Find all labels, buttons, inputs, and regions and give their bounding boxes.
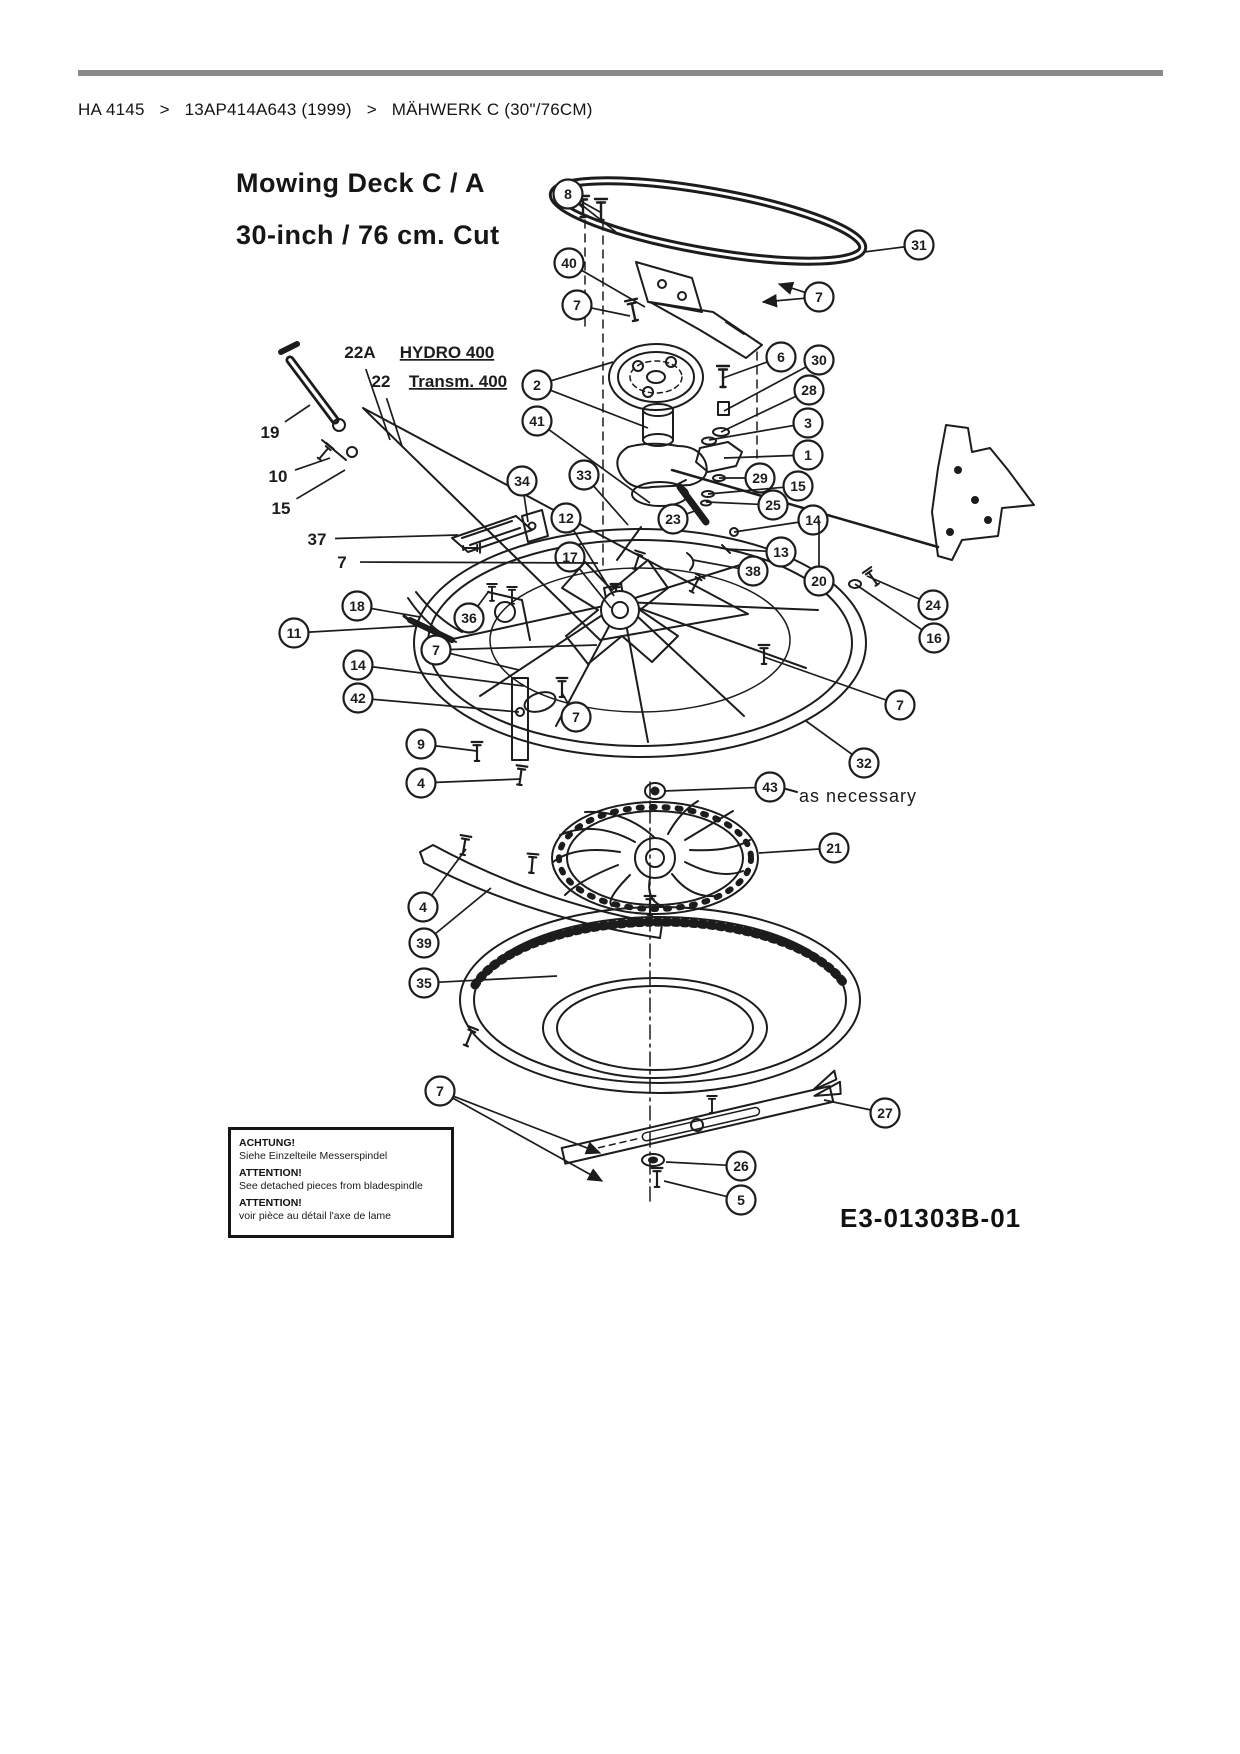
part-label-text: 37 [307, 530, 327, 549]
callout-number: 7 [436, 1083, 444, 1099]
warning-box [228, 1127, 454, 1238]
callout-number: 2 [533, 377, 541, 393]
callout-38 [693, 557, 768, 586]
part-label-text: 15 [271, 499, 291, 518]
callout-number: 14 [350, 657, 366, 673]
warning-entry-de [239, 1137, 443, 1162]
breadcrumb-item-article[interactable]: 13AP414A643 (1999) [184, 100, 352, 119]
part-label-37 [308, 530, 458, 549]
callout-7 [563, 291, 631, 320]
as-necessary-note: as necessary [799, 786, 918, 806]
callout-number: 8 [564, 186, 572, 202]
part-label-text: Transm. 400 [408, 372, 508, 391]
blade-spindle-housing [617, 404, 706, 506]
breadcrumb-item-assembly[interactable]: MÄHWERK C (30"/76CM) [391, 100, 593, 119]
callout-number: 32 [856, 755, 872, 771]
callout-number: 4 [419, 899, 427, 915]
warning-body: Siehe Einzelteile Messerspindel [239, 1149, 388, 1162]
callout-1 [724, 441, 823, 470]
idler-pulley-bracket [487, 584, 530, 640]
callout-18 [343, 592, 421, 621]
callout-number: 25 [765, 497, 781, 513]
callout-7 [763, 283, 834, 312]
callout-number: 42 [350, 690, 366, 706]
callout-number: 23 [665, 511, 681, 527]
callout-7 [562, 693, 591, 732]
callout-5 [664, 1181, 756, 1215]
callout-number: 14 [805, 512, 821, 528]
warning-body: See detached pieces from bladespindle [239, 1179, 423, 1192]
warning-body: voir pièce au détail l'axe de lame [239, 1209, 392, 1222]
callout-number: 26 [733, 1158, 749, 1174]
callout-27 [824, 1099, 900, 1128]
callout-number: 24 [925, 597, 941, 613]
callout-number: 16 [926, 630, 942, 646]
breadcrumb-item-model[interactable]: HA 4145 [78, 100, 145, 119]
warning-title: ATTENTION! [239, 1167, 302, 1180]
part-label-hydro-400 [400, 343, 494, 362]
drawing-number: E3-01303B-01 [840, 1203, 1022, 1233]
callout-number: 13 [773, 544, 789, 560]
diagram-title-line1: Mowing Deck C / A [236, 168, 486, 198]
callout-number: 27 [877, 1105, 893, 1121]
spindle-pulley [609, 344, 703, 410]
callout-number: 7 [572, 709, 580, 725]
callout-number: 30 [811, 352, 827, 368]
callout-number: 18 [349, 598, 365, 614]
callout-number: 9 [417, 736, 425, 752]
callout-number: 7 [815, 289, 823, 305]
callout-9 [407, 730, 478, 759]
warning-title: ACHTUNG! [239, 1137, 295, 1149]
blade-hardware [642, 1096, 717, 1187]
callout-number: 43 [762, 779, 778, 795]
callout-number: 41 [529, 413, 545, 429]
callout-number: 5 [737, 1192, 745, 1208]
part-label-text: 22 [371, 372, 391, 391]
part-label-text: 22A [344, 343, 376, 362]
callout-number: 6 [777, 349, 785, 365]
callout-7 [764, 657, 915, 720]
callout-number: 20 [811, 573, 827, 589]
rear-bracket [849, 425, 1034, 588]
callout-number: 11 [286, 625, 302, 641]
callout-21 [759, 834, 849, 863]
part-label-text: 7 [337, 553, 347, 572]
callout-32 [806, 721, 879, 778]
callout-26 [666, 1152, 756, 1181]
callout-number: 40 [561, 255, 577, 271]
part-label-22 [372, 372, 402, 446]
callout-number: 34 [514, 473, 530, 489]
callout-number: 29 [752, 470, 768, 486]
breadcrumb-separator: > [159, 100, 170, 119]
part-label-22a [344, 343, 390, 440]
callout-number: 33 [576, 467, 592, 483]
callout-layer [261, 180, 949, 1215]
callout-number: 39 [416, 935, 432, 951]
callout-number: 1 [804, 447, 812, 463]
part-label-text: 19 [260, 423, 280, 442]
part-label-text: 10 [268, 467, 288, 486]
warning-entry-fr [239, 1197, 443, 1222]
part-label-19 [261, 405, 310, 442]
callout-number: 3 [804, 415, 812, 431]
callout-number: 7 [432, 642, 440, 658]
callout-number: 36 [461, 610, 477, 626]
breadcrumb-separator: > [366, 100, 377, 119]
callout-4 [409, 849, 467, 922]
part-label-10 [269, 458, 330, 486]
callout-number: 21 [826, 840, 842, 856]
callout-36 [455, 591, 490, 633]
callout-25 [706, 491, 788, 520]
callout-4 [407, 769, 522, 798]
callout-number: 38 [745, 563, 761, 579]
part-label-transm.-400 [409, 372, 507, 391]
diagram-title-line2: 30-inch / 76 cm. Cut [236, 220, 500, 250]
callout-number: 7 [896, 697, 904, 713]
callout-number: 12 [558, 510, 574, 526]
bolt-icon [625, 299, 641, 322]
callout-number: 4 [417, 775, 425, 791]
warning-title: ATTENTION! [239, 1197, 302, 1210]
callout-number: 17 [562, 549, 578, 565]
callout-number: 31 [911, 237, 927, 253]
blade [559, 1070, 844, 1164]
callout-number: 7 [573, 297, 581, 313]
callout-31 [864, 231, 934, 260]
callout-number: 35 [416, 975, 432, 991]
callout-11 [280, 619, 417, 648]
drive-belt [548, 164, 868, 278]
callout-43 [664, 773, 785, 802]
part-label-text: HYDRO 400 [399, 343, 495, 362]
callout-number: 15 [790, 478, 806, 494]
deck-lift-link [404, 592, 462, 642]
callout-number: 28 [801, 382, 817, 398]
warning-entry-en [239, 1167, 443, 1192]
